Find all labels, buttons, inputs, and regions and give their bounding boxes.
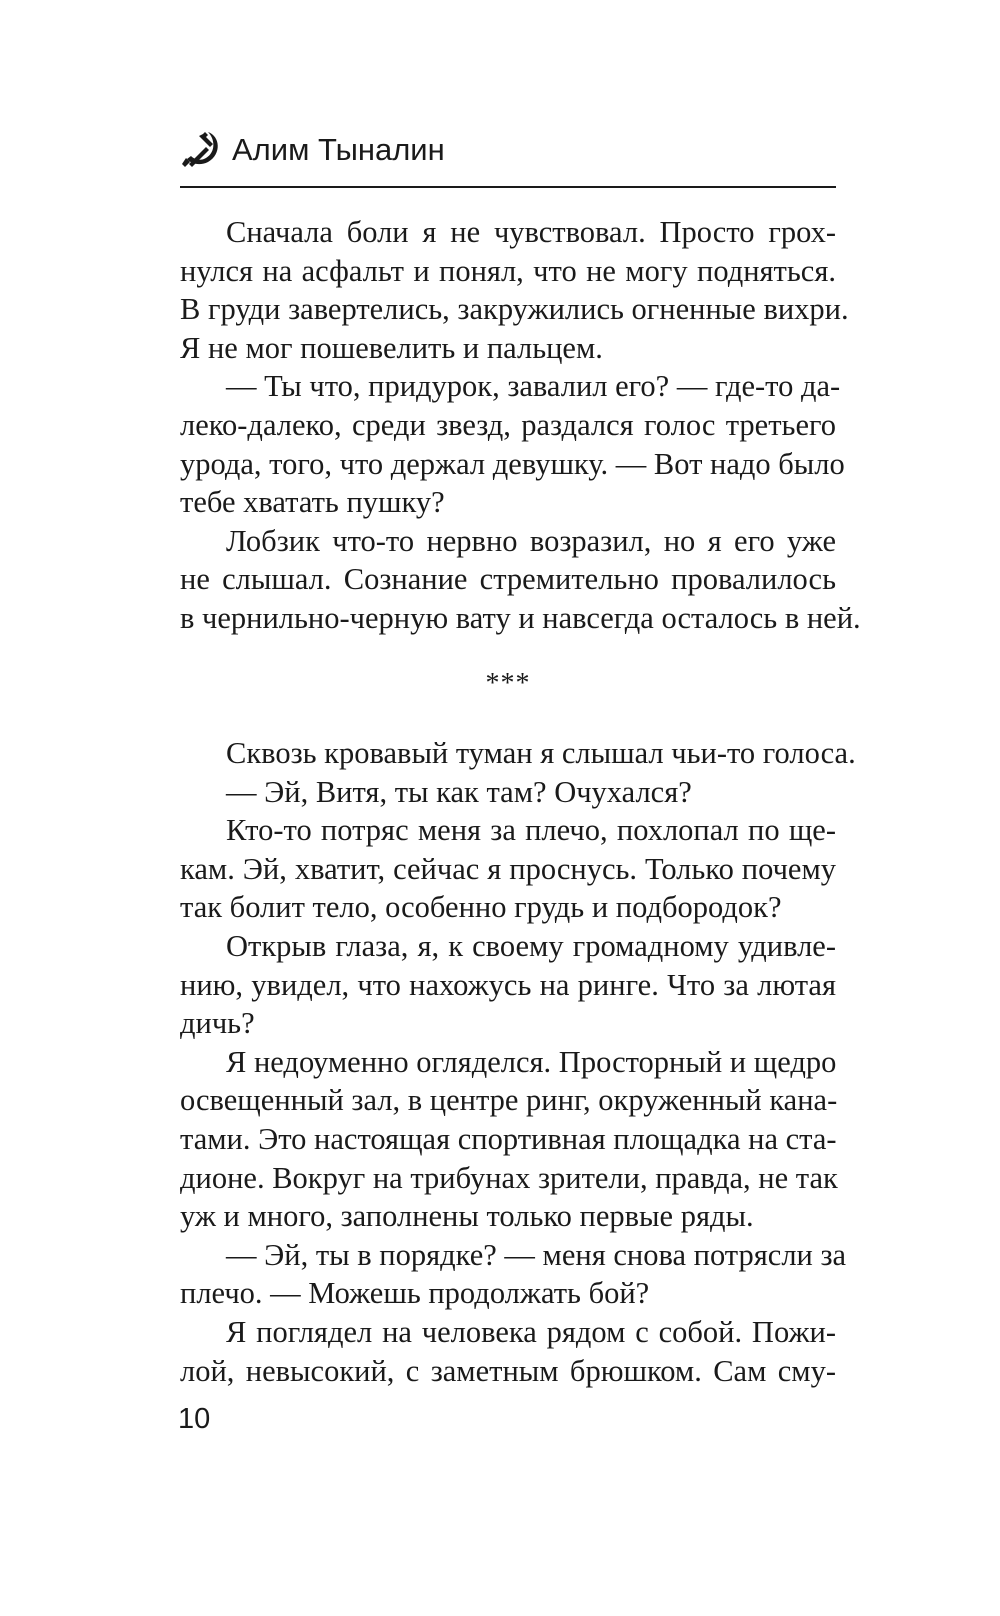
text-line: Лобзик что-то нервно возразил, но я его уже <box>226 523 836 558</box>
text-block-2 <box>180 734 856 1390</box>
text-line: лой, невысокий, с заметным брюшком. Сам сму- <box>180 1353 836 1388</box>
text-line: Сначала боли я не чувствовал. Просто грох- <box>226 215 836 249</box>
text-line: Кто-то потряс меня за плечо, похлопал по ще- <box>226 813 836 848</box>
text-line: — Эй, Витя, ты как там? Очухался? <box>226 774 692 809</box>
text-line: дионе. Вокруг на трибунах зрители, правда, не так <box>180 1160 838 1195</box>
text-line: Я не мог пошевелить и пальцем. <box>180 330 603 365</box>
text-line: не слышал. Сознание стремительно провалилось <box>180 562 836 597</box>
text-line: — Ты что, придурок, завалил его? — где-то да- <box>226 369 841 404</box>
text-line: леко-далеко, среди звезд, раздался голос третьего <box>180 407 836 442</box>
header-divider <box>180 186 836 188</box>
text-block-1 <box>180 213 861 638</box>
text-line: Я поглядел на человека рядом с собой. Пожи- <box>226 1314 836 1349</box>
running-header <box>182 120 836 190</box>
hammer-sickle-icon <box>182 128 224 170</box>
text-line: уж и много, заполнены только первые ряды. <box>180 1199 754 1234</box>
text-line: тами. Это настоящая спортивная площадка на ста- <box>180 1121 837 1156</box>
author-name: Алим Тыналин <box>232 132 445 167</box>
text-line: так болит тело, особенно грудь и подбородок? <box>180 890 782 925</box>
text-line: Открыв глаза, я, к своему громадному удивле- <box>226 928 836 963</box>
text-line: в чернильно-черную вату и навсегда осталось в ней. <box>180 600 861 635</box>
text-line: кам. Эй, хватит, сейчас я проснусь. Только почему <box>180 851 836 886</box>
page-number: 10 <box>178 1403 211 1435</box>
section-separator: *** <box>485 668 531 699</box>
text-line: нулся на асфальт и понял, что не могу подняться. <box>180 253 836 288</box>
text-line: плечо. — Можешь продолжать бой? <box>180 1276 650 1311</box>
text-line: дичь? <box>180 1006 255 1041</box>
text-line: — Эй, ты в порядке? — меня снова потрясли за <box>226 1237 847 1272</box>
text-line: Сквозь кровавый туман я слышал чьи-то голоса. <box>226 736 856 770</box>
text-line: освещенный зал, в центре ринг, окруженный кана- <box>180 1083 838 1118</box>
text-line: нию, увидел, что нахожусь на ринге. Что за лютая <box>180 967 836 1002</box>
text-line: Я недоуменно огляделся. Просторный и щедро <box>226 1044 837 1079</box>
text-line: урода, того, что держал девушку. — Вот надо было <box>180 446 845 481</box>
text-line: тебе хватать пушку? <box>180 485 445 520</box>
text-line: В груди завертелись, закружились огненные вихри. <box>180 292 849 327</box>
